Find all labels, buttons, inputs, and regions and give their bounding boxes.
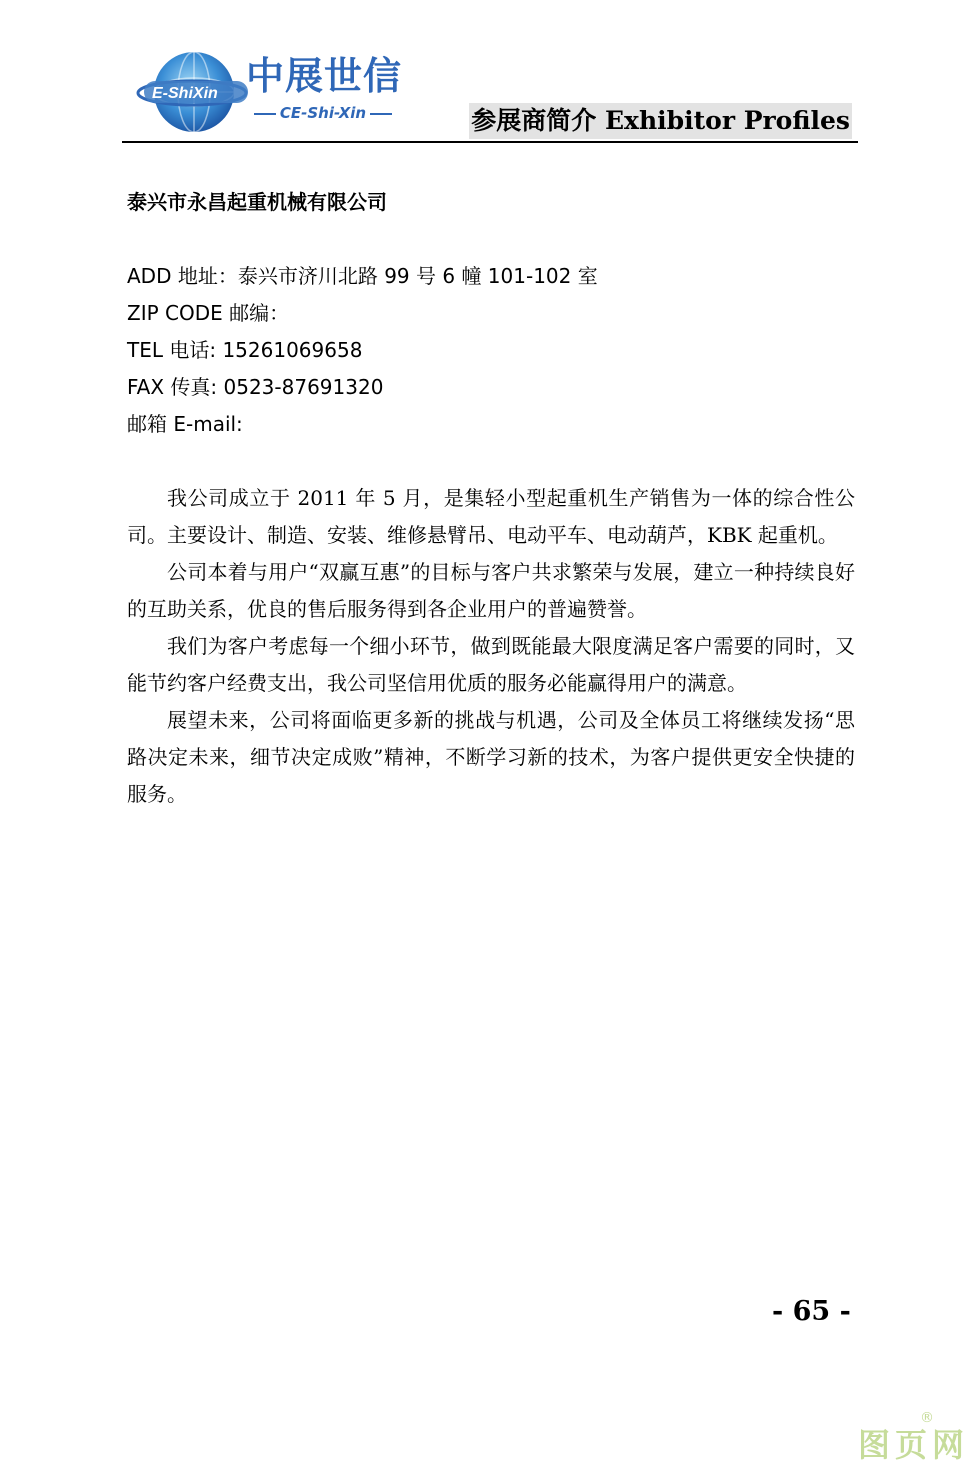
contact-email: 邮箱 E-mail:: [127, 412, 243, 436]
company-description: [127, 480, 855, 813]
logo-slogan: CE-Shi-Xin: [248, 104, 398, 122]
paragraph: 展望未来，公司将面临更多新的挑战与机遇，公司及全体员工将继续发扬“思路决定未来，细节决定成败”精神，不断学习新的技术，为客户提供更安全快捷的服务。: [127, 708, 855, 806]
company-name: 泰兴市永昌起重机械有限公司: [127, 190, 387, 214]
header-divider: [122, 141, 858, 143]
contact-address: ADD 地址：泰兴市济川北路 99 号 6 幢 101-102 室: [127, 264, 598, 288]
paragraph: 公司本着与用户“双赢互惠”的目标与客户共求繁荣与发展，建立一种持续良好的互助关系，优良的售后服务得到各企业用户的普遍赞誉。: [127, 560, 855, 621]
contact-zip: ZIP CODE 邮编：: [127, 301, 290, 325]
contact-list: [127, 258, 598, 443]
contact-tel: TEL 电话: 15261069658: [127, 338, 363, 362]
logo-name-cn: 中展世信: [246, 54, 403, 98]
watermark: 图页网: [858, 1426, 970, 1464]
globe-icon: [136, 46, 248, 134]
section-title: 参展商简介 Exhibitor Profiles: [469, 103, 852, 139]
page-number: - 65 -: [772, 1296, 851, 1327]
paragraph: 我们为客户考虑每一个细小环节，做到既能最大限度满足客户需要的同时，又能节约客户经费支出，我公司坚信用优质的服务必能赢得用户的满意。: [127, 634, 855, 695]
logo: [136, 46, 436, 136]
contact-fax: FAX 传真: 0523-87691320: [127, 375, 384, 399]
paragraph: 我公司成立于 2011 年 5 月，是集轻小型起重机生产销售为一体的综合性公司。主要设计、制造、安装、维修悬臂吊、电动平车、电动葫芦，KBK 起重机。: [127, 486, 855, 547]
logo-name-en: E-ShiXin: [152, 85, 218, 102]
registered-mark: ®: [920, 1410, 934, 1426]
